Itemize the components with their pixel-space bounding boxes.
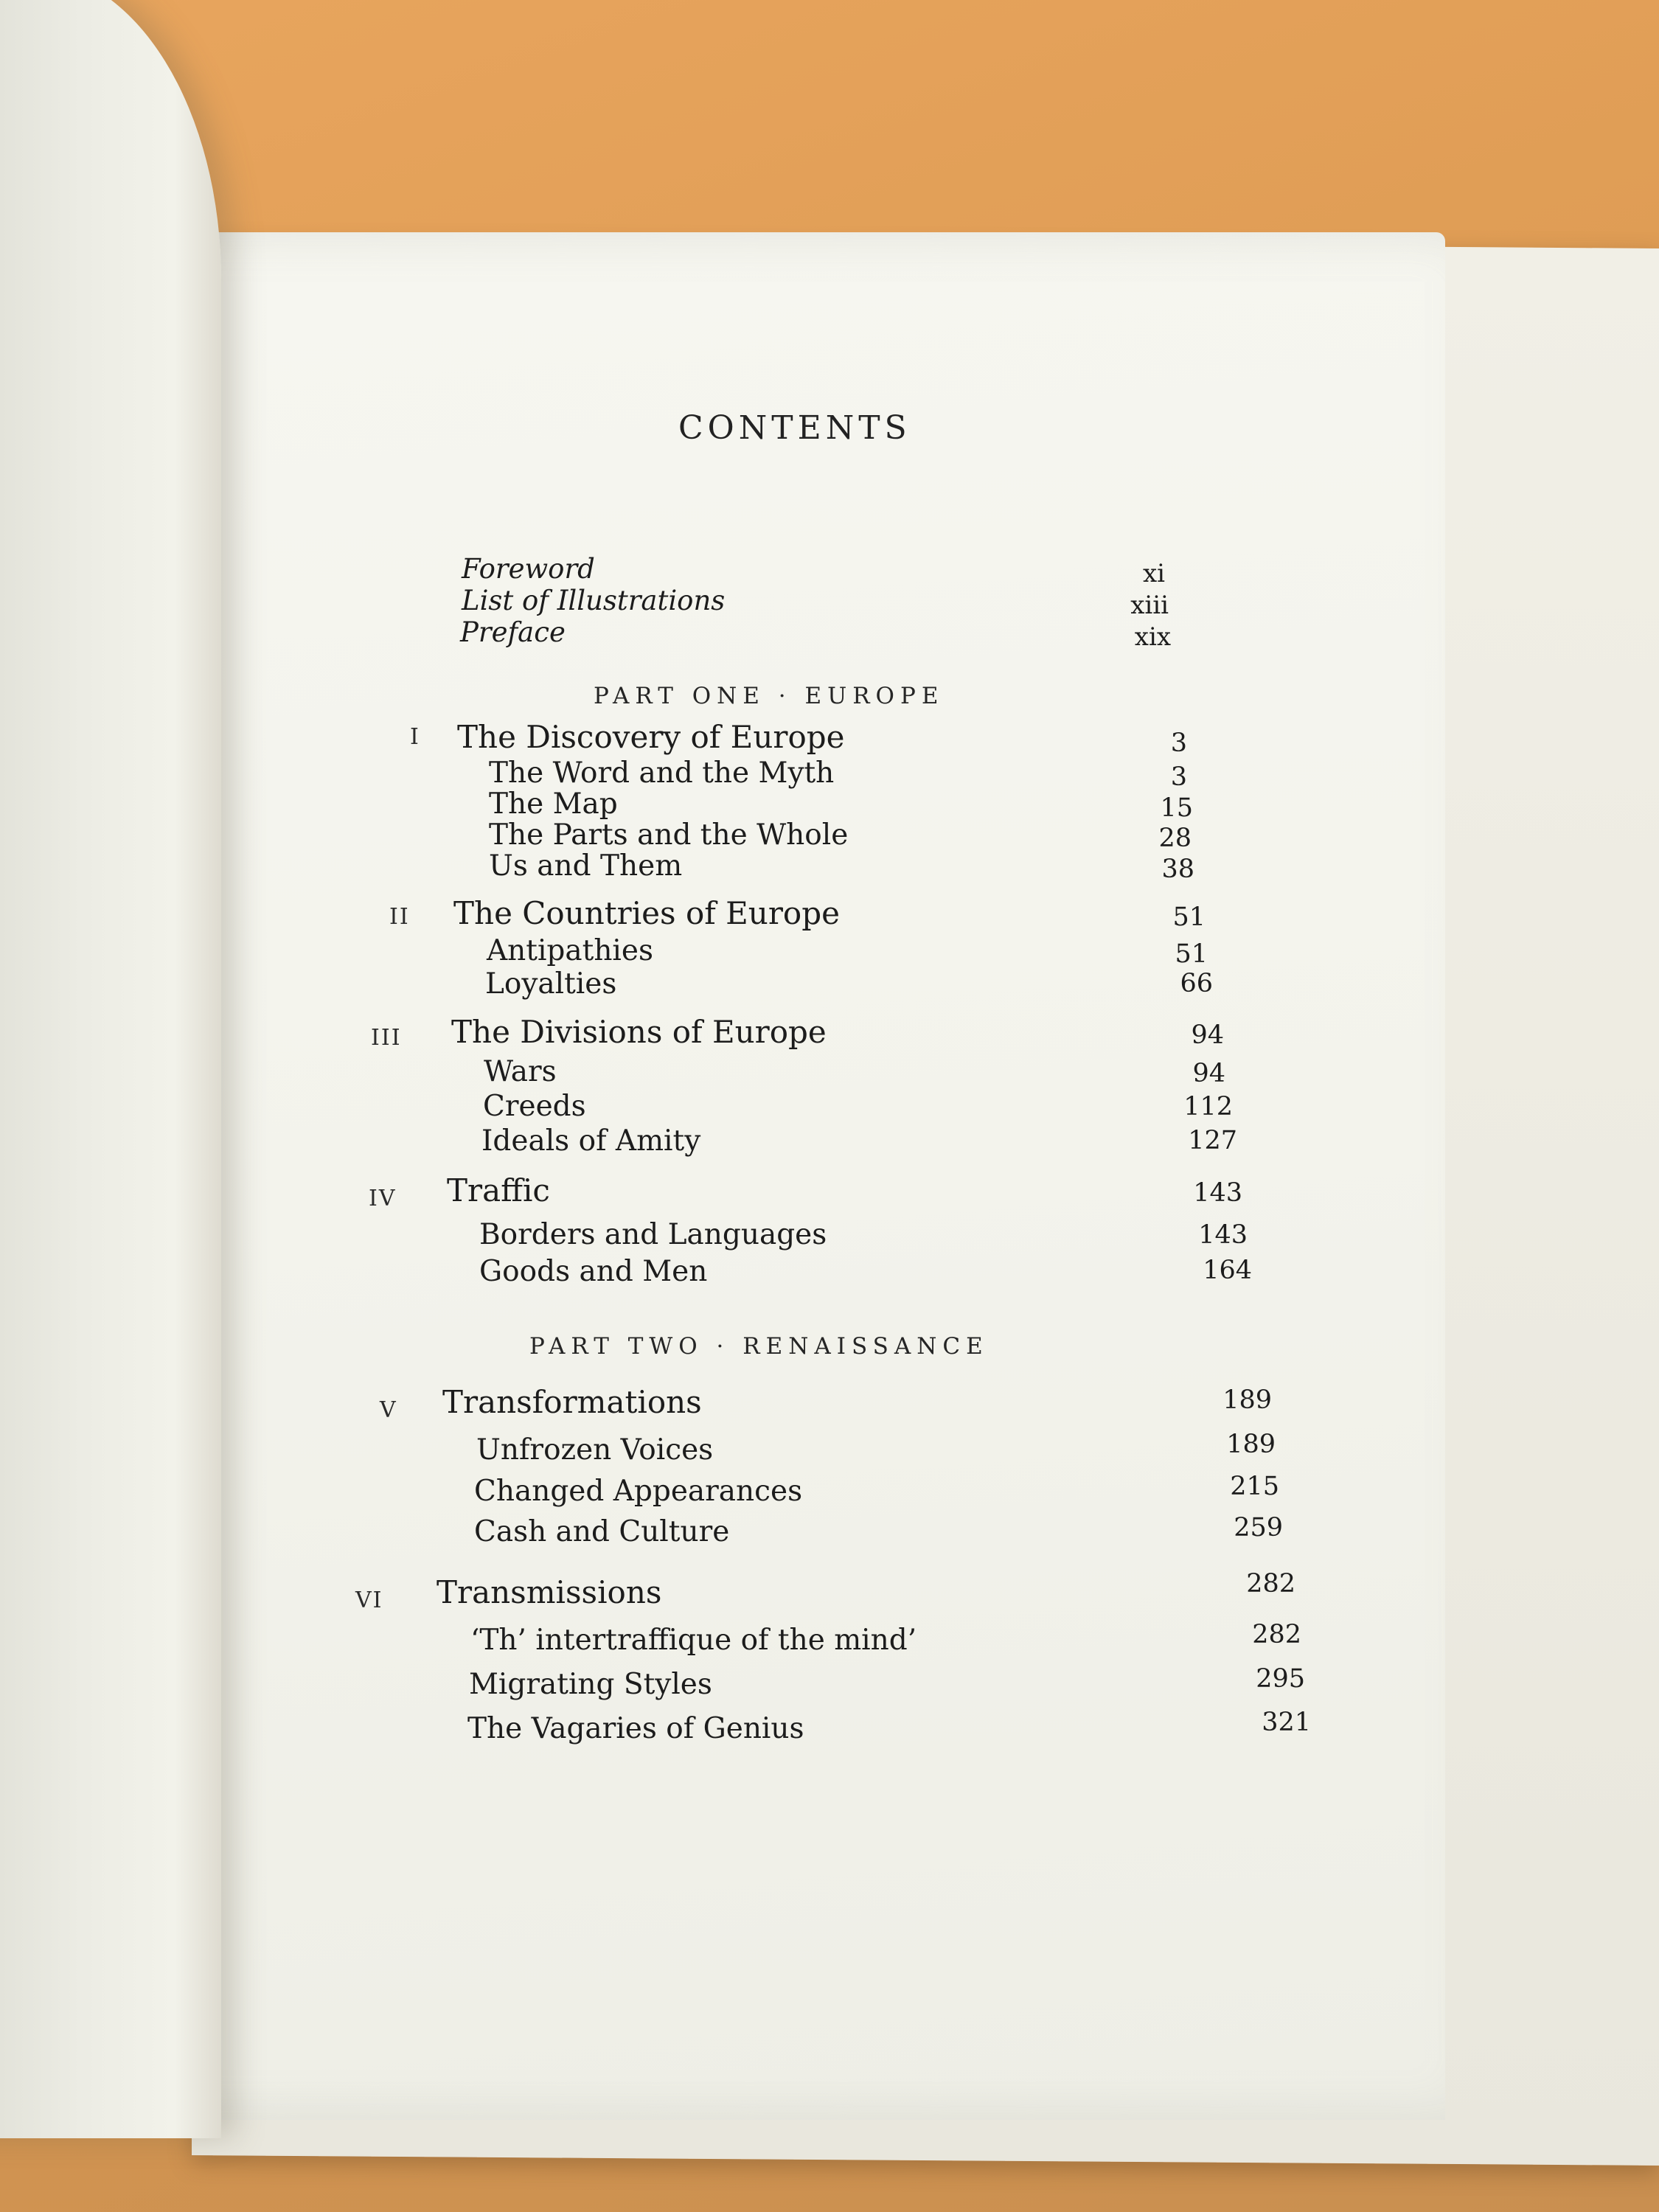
front-matter-foreword: Foreword (462, 553, 595, 585)
section-page: 164 (1203, 1256, 1252, 1285)
front-matter-illustrations: List of Illustrations (462, 585, 726, 616)
section-title: Cash and Culture (474, 1515, 730, 1548)
part-heading: PART ONE · EUROPE (594, 683, 945, 709)
section-page: 94 (1192, 1059, 1225, 1088)
chapter-title: The Countries of Europe (453, 895, 840, 931)
section-title: Antipathies (487, 934, 654, 967)
chapter-numeral: III (371, 1025, 402, 1051)
chapter-title: The Discovery of Europe (457, 719, 845, 755)
front-matter-preface: Preface (460, 616, 566, 648)
front-matter-illustrations-page: xiii (1130, 591, 1169, 620)
section-page: 66 (1180, 969, 1213, 998)
section-title: The Parts and the Whole (489, 818, 849, 852)
section-title: Ideals of Amity (481, 1124, 701, 1158)
section-title: Changed Appearances (474, 1475, 803, 1508)
section-title: Wars (484, 1055, 557, 1088)
chapter-numeral: I (410, 724, 420, 750)
section-page: 38 (1161, 855, 1194, 884)
chapter-numeral: II (389, 904, 410, 930)
chapter-page: 3 (1170, 728, 1187, 758)
part-heading: PART TWO · RENAISSANCE (529, 1333, 989, 1360)
chapter-page: 189 (1222, 1385, 1272, 1415)
chapter-page: 282 (1246, 1569, 1295, 1599)
section-title: Goods and Men (479, 1255, 708, 1288)
section-page: 15 (1160, 793, 1193, 823)
section-page: 143 (1198, 1220, 1248, 1250)
section-page: 28 (1158, 824, 1192, 853)
section-page: 215 (1230, 1472, 1279, 1501)
chapter-page: 143 (1193, 1178, 1242, 1208)
chapter-page: 94 (1191, 1020, 1224, 1050)
chapter-numeral: VI (355, 1587, 383, 1613)
section-title: Creeds (483, 1090, 586, 1123)
section-title: The Word and the Myth (489, 757, 835, 790)
section-page: 259 (1234, 1513, 1283, 1543)
chapter-title: Traffic (447, 1172, 550, 1208)
section-title: The Vagaries of Genius (467, 1712, 804, 1745)
chapter-title: The Divisions of Europe (451, 1014, 827, 1050)
chapter-page: 51 (1172, 902, 1206, 932)
front-matter-preface-page: xix (1134, 622, 1171, 652)
section-page: 295 (1256, 1664, 1305, 1694)
section-title: The Map (489, 787, 618, 821)
page-title: CONTENTS (678, 409, 911, 447)
section-page: 321 (1262, 1708, 1311, 1737)
section-title: Borders and Languages (479, 1218, 827, 1251)
section-title: Migrating Styles (469, 1668, 712, 1701)
section-page: 3 (1170, 762, 1187, 792)
section-page: 51 (1175, 939, 1208, 969)
chapter-title: Transmissions (437, 1574, 662, 1610)
section-title: ‘Th’ intertraffique of the mind’ (470, 1624, 917, 1657)
chapter-numeral: IV (369, 1186, 397, 1211)
section-page: 127 (1188, 1126, 1237, 1155)
section-page: 112 (1183, 1092, 1233, 1121)
chapter-numeral: V (380, 1397, 397, 1423)
chapter-title: Transformations (442, 1384, 702, 1420)
section-title: Us and Them (489, 849, 683, 883)
front-matter-foreword-page: xi (1142, 559, 1165, 588)
section-page: 189 (1226, 1430, 1276, 1459)
section-title: Unfrozen Voices (476, 1433, 714, 1467)
section-page: 282 (1252, 1620, 1301, 1649)
section-title: Loyalties (485, 967, 617, 1001)
